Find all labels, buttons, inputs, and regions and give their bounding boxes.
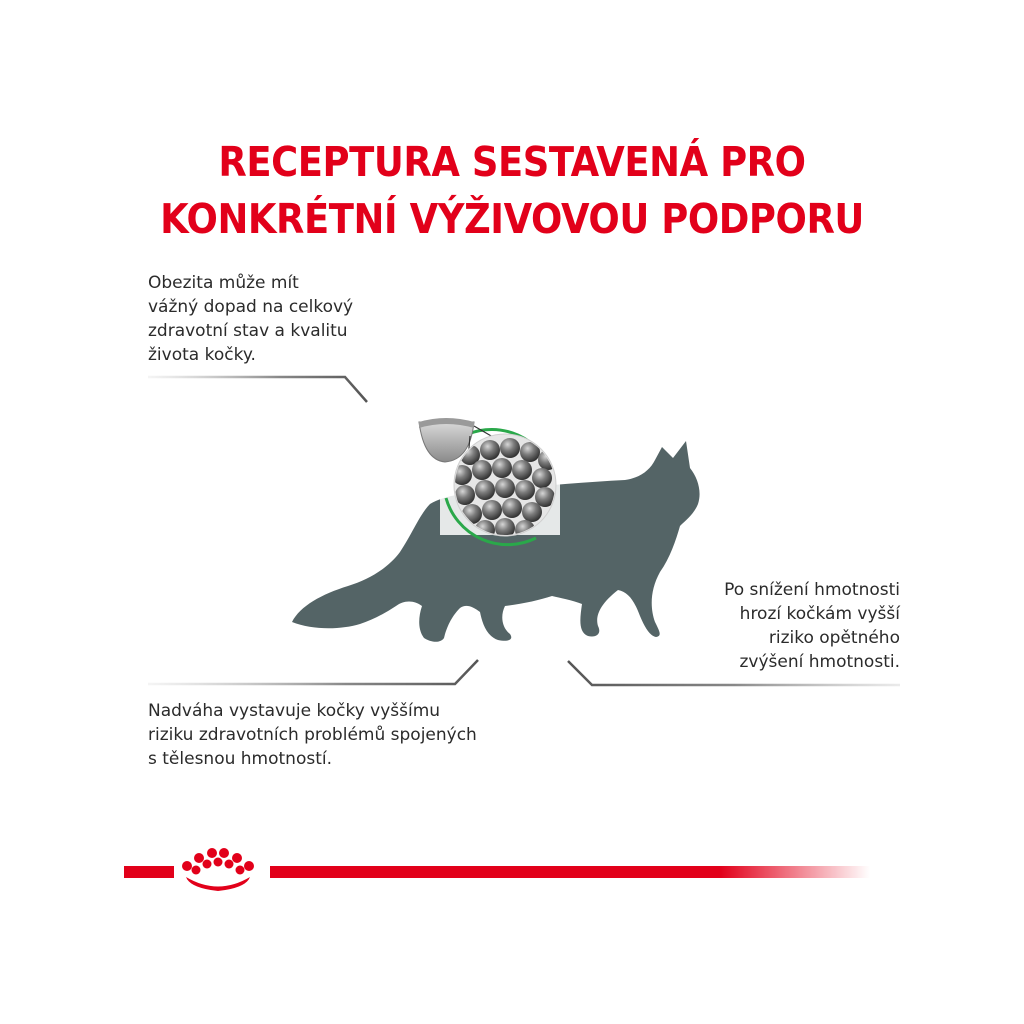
note-line: života kočky. xyxy=(148,345,256,365)
headline-line-2: KONKRÉTNÍ VÝŽIVOVOU PODPORU xyxy=(160,195,864,243)
brand-footer xyxy=(124,848,870,891)
note-line: vážný dopad na celkový xyxy=(148,297,354,317)
royal-crown-logo xyxy=(182,848,254,891)
note-line: zvýšení hmotnosti. xyxy=(739,652,900,672)
note-line: Nadváha vystavuje kočky vyššímu xyxy=(148,701,441,721)
note-line: riziku zdravotních problémů spojených xyxy=(148,725,477,745)
headline-line-1: RECEPTURA SESTAVENÁ PRO xyxy=(218,138,806,186)
note-line: hrozí kočkám vyšší xyxy=(739,604,900,624)
callout-line-top-left xyxy=(148,377,367,402)
brand-bar-right xyxy=(270,866,870,878)
note-line: Obezita může mít xyxy=(148,273,299,293)
callout-line-bottom-left xyxy=(148,660,478,684)
note-line: Po snížení hmotnosti xyxy=(724,580,900,600)
kibble-bowl-icon xyxy=(419,418,560,545)
note-line: s tělesnou hmotností. xyxy=(148,749,333,769)
note-line: zdravotní stav a kvalitu xyxy=(148,321,348,341)
note-line: riziko opětného xyxy=(768,628,900,648)
brand-bar-left xyxy=(124,866,174,878)
callout-line-right xyxy=(568,661,900,685)
